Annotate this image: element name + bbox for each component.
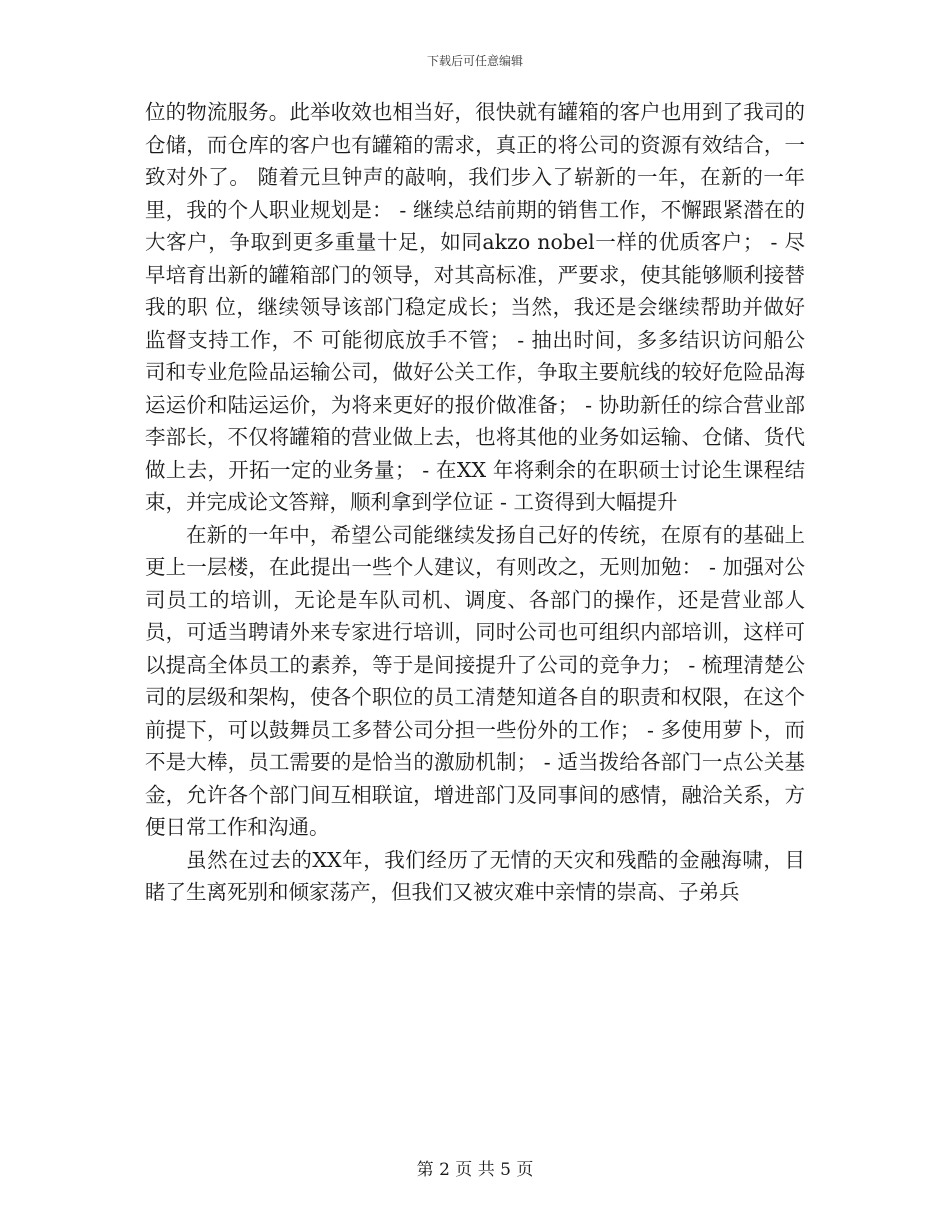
paragraph-2: 在新的一年中，希望公司能继续发扬自己好的传统，在原有的基础上更上一层楼，在此提出一些个人建议，有则改之，无则加勉： - 加强对公司员工的培训，无论是车队司机、调度、各部门的操作，还是营业部人员，可适当聘请外来专家进行培训，同时公司也可组织内部培训，这样可以提高全体员工的素养，等于是间接提升了公司的竞争力； - 梳理清楚公司的层级和架构，使各个职位的员工清楚知道各自的职责和权限，在这个前提下，可以鼓舞员工多替公司分担一些份外的工作； - 多使用萝卜，而不是大棒，员工需要的是恰当的激励机制； - 适当拨给各部门一点公关基金，允许各个部门间互相联谊，增进部门及同事间的感情，融洽关系，方便日常工作和沟通。 [145,522,805,839]
paragraph-1: 位的物流服务。此举收效也相当好，很快就有罐箱的客户也用到了我司的仓储，而仓库的客户也有罐箱的需求，真正的将公司的资源有效结合，一致对外了。 随着元旦钟声的敲响，我们步入了崭新的一年，在新的一年里，我的个人职业规划是： - 继续总结前期的销售工作，不懈跟紧潜在的大客户，争取到更多重量十足，如同akzo nobel一样的优质客户； - 尽早培育出新的罐箱部门的领导，对其高标准，严要求，使其能够顺利接替我的职 位，继续领导该部门稳定成长；当然，我还是会继续帮助并做好监督支持工作，不 可能彻底放手不管； - 抽出时间，多多结识访问船公司和专业危险品运输公司，做好公关工作，争取主要航线的较好危险品海运运价和陆运运价，为将来更好的报价做准备； - 协助新任的综合营业部李部长，不仅将罐箱的营业做上去，也将其他的业务如运输、仓储、货代做上去，开拓一定的业务量； - 在XX 年将剩余的在职硕士讨论生课程结束，并完成论文答辩，顺利拿到学位证 - 工资得到大幅提升 [145,100,805,514]
document-body [145,96,805,909]
paragraph-3: 虽然在过去的XX年，我们经历了无情的天灾和残酷的金融海啸，目睹了生离死别和倾家荡产，但我们又被灾难中亲情的崇高、子弟兵 [145,847,805,904]
page-header: 下载后可任意编辑 [426,54,523,68]
page-footer: 第 2 页 共 5 页 [416,1160,534,1180]
